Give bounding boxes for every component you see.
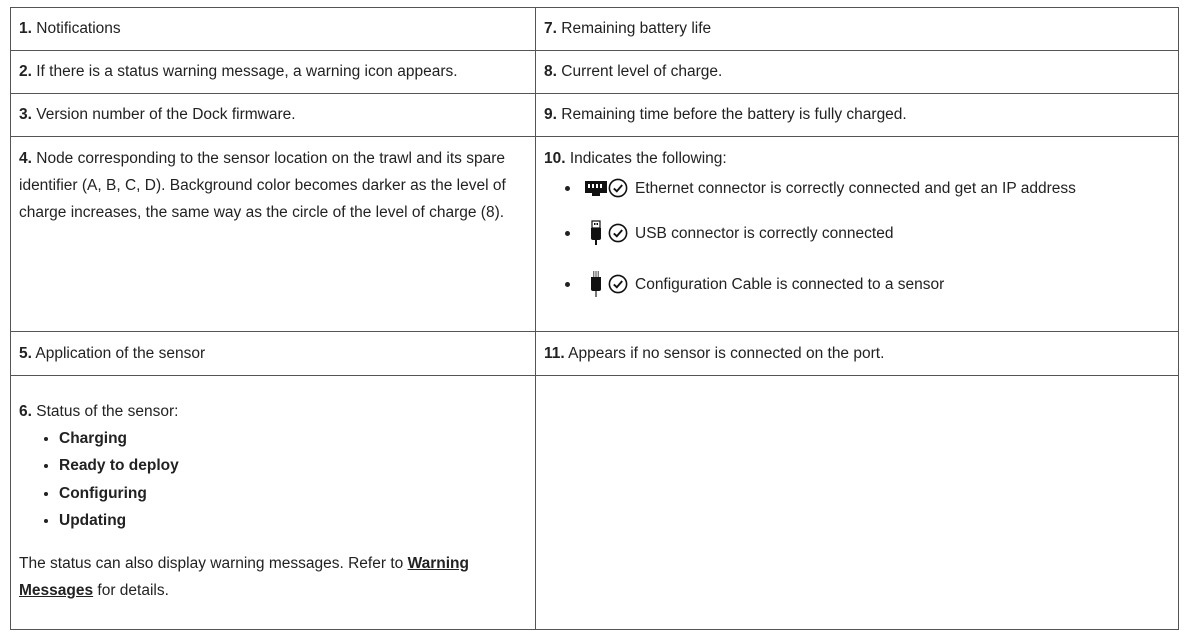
status-item: • Configuring — [59, 480, 527, 507]
item-description: Notifications — [36, 20, 121, 37]
table-cell — [536, 94, 1179, 137]
table-cell — [536, 137, 1179, 332]
warning-messages-link[interactable]: Warning Messages — [19, 555, 469, 600]
table-row — [11, 51, 1179, 94]
table-cell — [11, 94, 536, 137]
item-number: 10. — [544, 150, 566, 167]
status-item: • Ready to deploy — [59, 452, 527, 479]
item-number: 8. — [544, 63, 557, 80]
check-circle-icon — [608, 274, 628, 294]
table-row — [11, 332, 1179, 376]
status-list — [19, 425, 527, 534]
item-description: If there is a status warning message, a warning icon appears. — [36, 63, 458, 80]
indicator-text: Configuration Cable is connected to a sensor — [635, 275, 945, 293]
check-circle-icon — [608, 223, 628, 243]
status-note — [19, 550, 527, 604]
item-number: 1. — [19, 20, 32, 37]
item-description: Remaining time before the battery is fully charged. — [561, 106, 907, 123]
status-item: • Updating — [59, 507, 527, 534]
indicator-text: USB connector is correctly connected — [635, 224, 894, 242]
item-description: Version number of the Dock firmware. — [36, 106, 296, 123]
table-cell — [11, 376, 536, 630]
item-description: Appears if no sensor is connected on the port. — [568, 345, 885, 362]
item-description: Application of the sensor — [35, 345, 206, 362]
usb-icon — [584, 220, 608, 246]
status-item: • Charging — [59, 425, 527, 452]
list-item — [566, 221, 1170, 245]
item-number: 2. — [19, 63, 32, 80]
item-description: Node corresponding to the sensor location on the trawl and its spare identifier (A, B, C, D). Background color becomes darker as the level of charge increases, the same way as the circle of the level of charge (8). — [19, 150, 506, 221]
indicator-text: Ethernet connector is correctly connected and get an IP address — [635, 179, 1076, 197]
item-number: 11. — [544, 345, 565, 362]
bullet — [565, 282, 570, 287]
note-text: for details. — [93, 582, 169, 600]
legend-table — [10, 7, 1179, 630]
item-description: Remaining battery life — [561, 20, 712, 37]
config-cable-icon — [584, 271, 608, 297]
item-number: 4. — [19, 150, 32, 167]
list-item — [566, 272, 1170, 296]
item-number: 7. — [544, 20, 557, 37]
note-text: The status can also display warning messages. Refer to — [19, 555, 408, 573]
check-circle-icon — [608, 178, 628, 198]
item-description: Current level of charge. — [561, 63, 723, 80]
item-number: 9. — [544, 106, 557, 123]
table-row — [11, 94, 1179, 137]
item-description: Status of the sensor: — [36, 403, 179, 420]
bullet — [565, 186, 570, 191]
table-cell — [536, 51, 1179, 94]
table-cell — [11, 8, 536, 51]
table-cell — [11, 137, 536, 332]
table-cell — [536, 332, 1179, 376]
table-cell — [536, 8, 1179, 51]
ethernet-icon — [584, 175, 608, 201]
table-cell — [11, 332, 536, 376]
item-description: Indicates the following: — [569, 150, 727, 167]
indicator-list — [544, 176, 1170, 296]
item-number: 3. — [19, 106, 32, 123]
bullet — [565, 231, 570, 236]
table-cell-empty — [536, 376, 1179, 630]
table-row — [11, 376, 1179, 630]
list-item — [566, 176, 1170, 200]
table-cell — [11, 51, 536, 94]
table-row — [11, 8, 1179, 51]
item-number: 6. — [19, 403, 32, 420]
item-number: 5. — [19, 345, 32, 362]
table-row — [11, 137, 1179, 332]
